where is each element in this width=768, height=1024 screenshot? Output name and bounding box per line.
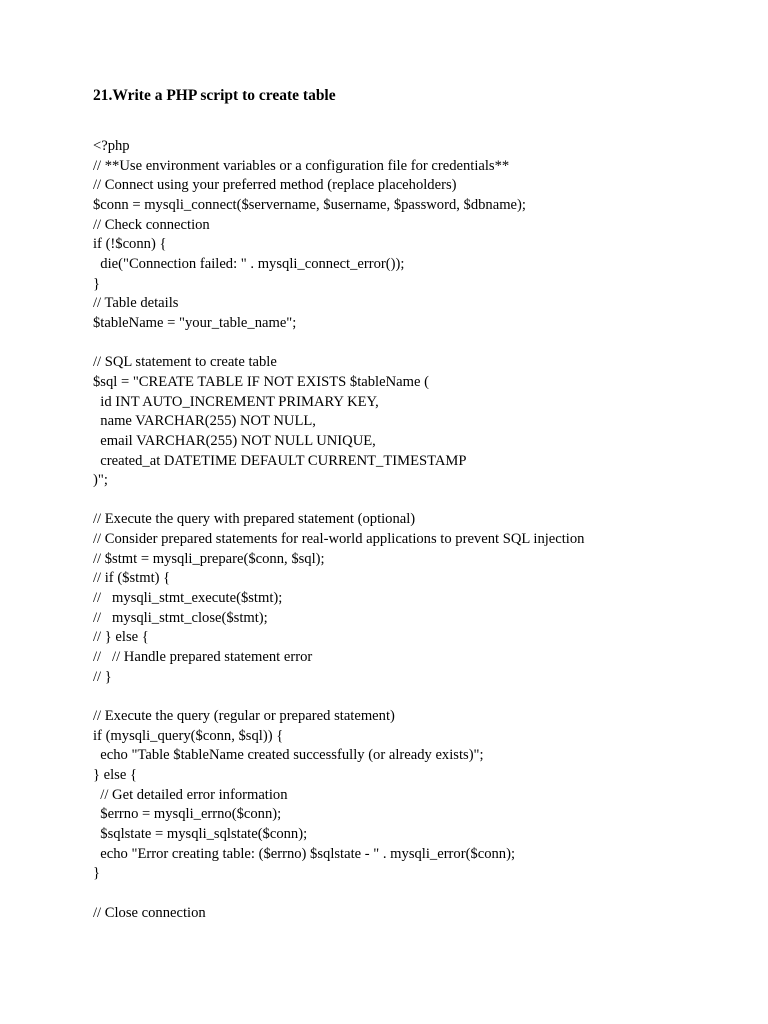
code-line: // Table details (93, 295, 179, 312)
code-line: // $stmt = mysqli_prepare($conn, $sql); (93, 550, 325, 567)
code-line: // Close connection (93, 904, 206, 921)
code-line: if (mysqli_query($conn, $sql)) { (93, 727, 284, 744)
code-line: $errno = mysqli_errno($conn); (93, 806, 282, 823)
code-line: $conn = mysqli_connect($servername, $username, $password, $dbname); (93, 196, 526, 213)
code-line: $sqlstate = mysqli_sqlstate($conn); (93, 825, 308, 842)
code-line: created_at DATETIME DEFAULT CURRENT_TIMESTAMP (93, 452, 467, 469)
code-line: } (93, 865, 101, 882)
code-line: id INT AUTO_INCREMENT PRIMARY KEY, (93, 393, 379, 410)
code-line (93, 334, 753, 354)
code-line: )"; (93, 472, 108, 489)
code-line (93, 491, 753, 511)
code-listing (93, 137, 753, 923)
code-line: email VARCHAR(255) NOT NULL UNIQUE, (93, 432, 376, 449)
code-line: // Get detailed error information (93, 786, 288, 803)
code-line: echo "Table $tableName created successfully (or already exists)"; (93, 747, 484, 764)
code-line: // } else { (93, 629, 149, 646)
code-line: <?php (93, 138, 130, 154)
code-line: // mysqli_stmt_close($stmt); (93, 609, 268, 626)
code-line: } else { (93, 767, 137, 783)
code-line: // Execute the query (regular or prepared statement) (93, 708, 395, 725)
code-line (93, 884, 753, 904)
code-line: // Consider prepared statements for real-world applications to prevent SQL injection (93, 531, 585, 548)
code-line: // Check connection (93, 216, 210, 233)
code-line: name VARCHAR(255) NOT NULL, (93, 413, 316, 430)
code-line: // mysqli_stmt_execute($stmt); (93, 590, 283, 607)
code-line: $sql = "CREATE TABLE IF NOT EXISTS $tableName ( (93, 373, 429, 390)
code-line: // Connect using your preferred method (replace placeholders) (93, 177, 457, 194)
code-line: } (93, 275, 101, 292)
code-line: echo "Error creating table: ($errno) $sqlstate - " . mysqli_error($conn); (93, 845, 516, 862)
code-line: // **Use environment variables or a configuration file for credentials** (93, 157, 510, 174)
code-line: // } (93, 668, 112, 685)
code-line: $tableName = "your_table_name"; (93, 314, 297, 331)
code-line: // SQL statement to create table (93, 354, 277, 371)
code-line: if (!$conn) { (93, 236, 167, 253)
page-title: 21.Write a PHP script to create table (93, 87, 336, 104)
code-line: // Execute the query with prepared statement (optional) (93, 511, 416, 528)
code-line (93, 687, 753, 707)
code-line: // // Handle prepared statement error (93, 649, 313, 666)
code-line: die("Connection failed: " . mysqli_connect_error()); (93, 255, 405, 272)
code-line: // if ($stmt) { (93, 570, 171, 587)
